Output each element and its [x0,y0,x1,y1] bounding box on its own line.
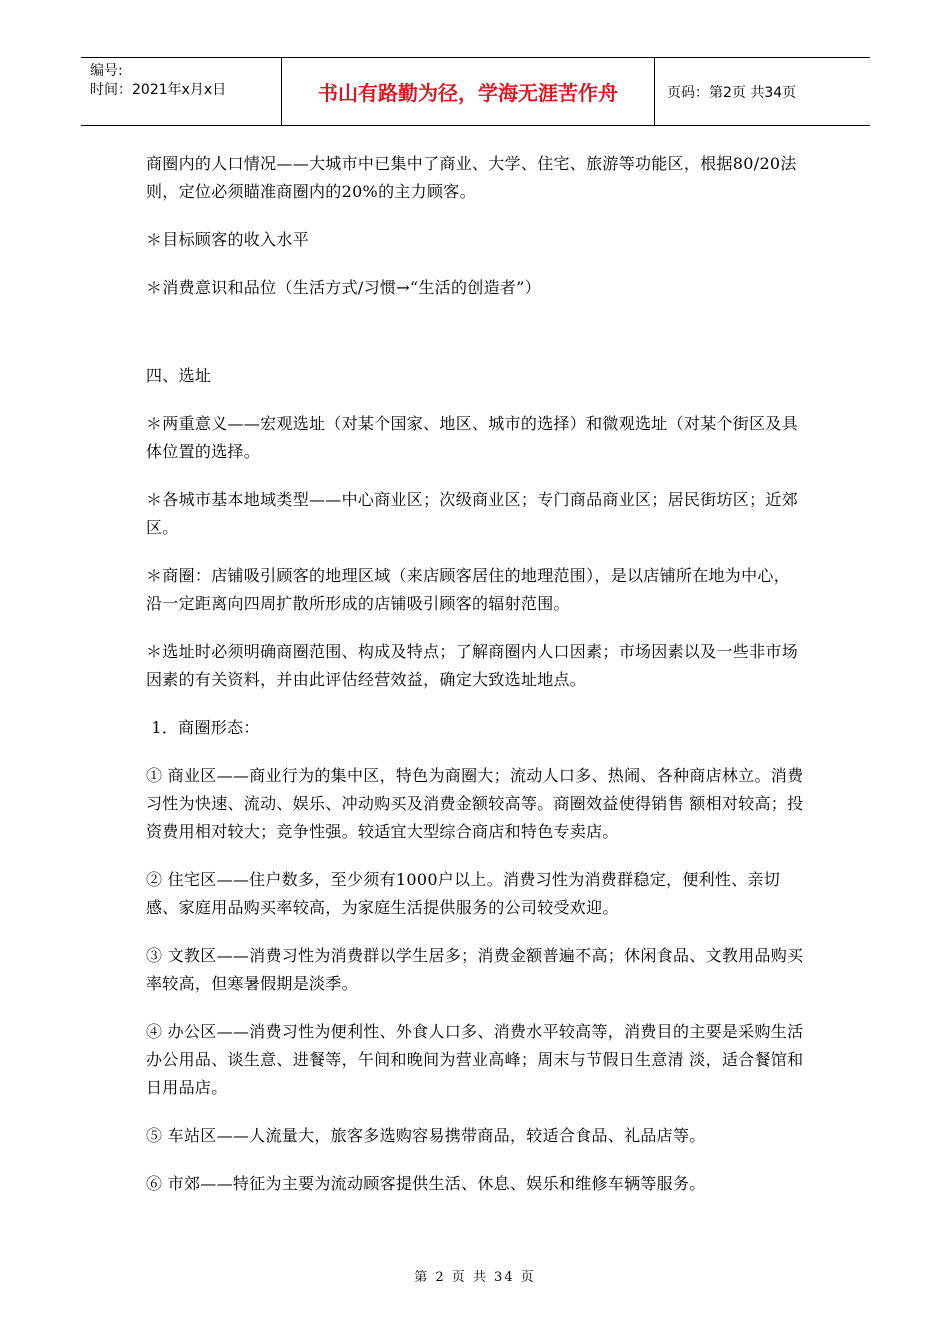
time-label: 时间：2021年x月x日 [90,82,227,98]
header-page-code: 页码：第2页 共34页 [667,84,797,101]
paragraph: ＊消费意识和品位（生活方式/习惯→“生活的创造者”） [146,278,541,297]
paragraph: ＊目标顾客的收入水平 [146,230,310,249]
paragraph: ＊选址时必须明确商圈范围、构成及特点；了解商圈内人口因素；市场因素以及一些非市场因素的有关资料，并由此评估经营效益，确定大致选址地点。 [146,642,799,689]
section-title: 四、选址 [146,366,212,385]
list-item: ④ 办公区——消费习性为便利性、外食人口多、消费水平较高等，消费目的主要是采购生活办公用品、谈生意、进餐等，午间和晚间为营业高峰；周末与节假日生意清 淡，适合餐馆和日用品店。 [146,1022,804,1097]
list-item: ③ 文教区——消费习性为消费群以学生居多；消费金额普遍不高；休闲食品、文教用品购买率较高，但寒暑假期是淡季。 [146,946,804,993]
header-meta [81,58,282,125]
list-item: ⑤ 车站区——人流量大，旅客多选购容易携带商品，较适合食品、礼品店等。 [146,1126,706,1145]
paragraph: ＊商圈：店铺吸引顾客的地理区域（来店顾客居住的地理范围），是以店铺所在地为中心，沿一定距离向四周扩散所形成的店铺吸引顾客的辐射范围。 [146,566,791,613]
paragraph: ＊各城市基本地域类型——中心商业区；次级商业区；专门商品商业区；居民街坊区；近郊区。 [146,490,799,537]
number-label: 编号: [90,63,123,79]
list-item: ⑥ 市郊——特征为主要为流动顾客提供生活、休息、娱乐和维修车辆等服务。 [146,1174,706,1193]
document-body [146,150,806,1218]
paragraph: ＊两重意义——宏观选址（对某个国家、地区、城市的选择）和微观选址（对某个街区及具体位置的选择。 [146,414,799,461]
list-item: ② 住宅区——住户数多，至少须有1000户以上。消费习性为消费群稳定，便利性、亲切感、家庭用品购买率较高，为家庭生活提供服务的公司较受欢迎。 [146,870,781,917]
page-header [81,57,870,126]
sub-title: 1．商圈形态： [146,718,260,737]
header-motto: 书山有路勤为径，学海无涯苦作舟 [282,58,655,125]
page-footer: 第 2 页 共 34 页 [414,1270,536,1285]
list-item: ① 商业区——商业行为的集中区，特色为商圈大；流动人口多、热闹、各种商店林立。消费习性为快速、流动、娱乐、冲动购买及消费金额较高等。商圈效益使得销售 额相对较高；投资费用相对较大；竞争性强。较适宜大型综合商店和特色专卖店。 [146,766,804,841]
paragraph: 商圈内的人口情况——大城市中已集中了商业、大学、住宅、旅游等功能区，根据80/20法则，定位必须瞄准商圈内的20%的主力顾客。 [146,154,797,201]
spacer [146,322,806,362]
